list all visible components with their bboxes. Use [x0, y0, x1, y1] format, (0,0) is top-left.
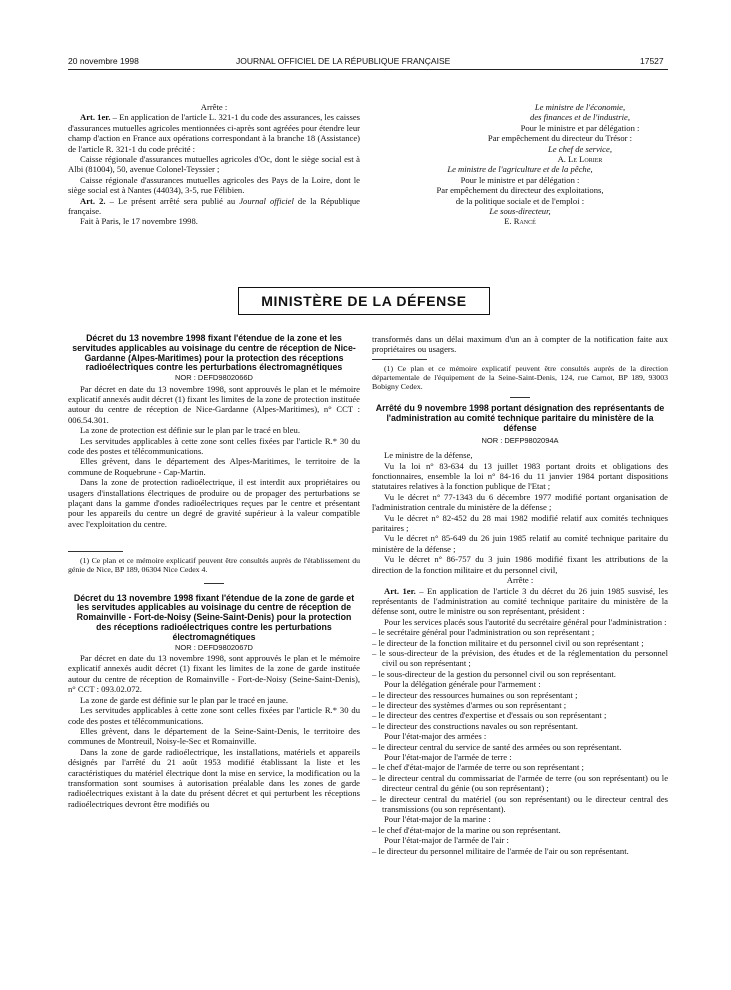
sig-name-lorier: A. Le Lorier	[557, 154, 603, 165]
fait-a-paris: Fait à Paris, le 17 novembre 1998.	[80, 216, 198, 227]
section-armee-air: Pour l'état-major de l'armée de l'air :	[384, 835, 509, 846]
sig-delegation-2: Pour le ministre et par délégation :	[460, 174, 580, 185]
arrete2-vu-decret-1985: Vu le décret n° 85-649 du 26 juin 1985 relatif au comité technique paritaire du ministère de la défense ;	[372, 533, 668, 554]
arrete2-nor: NOR : DEFP9802094A	[481, 435, 559, 445]
left-column	[68, 334, 360, 809]
sig-minister-economy-2: des finances et de l'industrie,	[530, 112, 630, 123]
list-item: – le directeur central du service de santé des armées ou son représentant.	[372, 742, 668, 752]
decret2-p2: La zone de garde est définie sur le plan par le tracé en jaune.	[80, 694, 289, 705]
arrete2-arrete-heading: Arrête :	[506, 575, 534, 586]
header-page-number: 17527	[640, 56, 664, 66]
sig-politique-sociale: de la politique sociale et de l'emploi :	[455, 195, 585, 206]
list-item: – le directeur central du commissariat de l'armée de terre (ou son représentant) ou le directeur central du génie (ou son représentant) ;	[372, 773, 668, 794]
list-item: – le directeur des constructions navales ou son représentant.	[372, 721, 668, 731]
top-left-column	[68, 102, 360, 227]
sig-sous-directeur: Le sous-directeur,	[489, 206, 551, 217]
article-2: Art. 2. – Le présent arrêté sera publié au Journal officiel de la République française.	[68, 195, 360, 217]
list-item: – le directeur de la fonction militaire et du personnel civil ou son représentant ;	[372, 638, 668, 648]
section-sga: Pour les services placés sous l'autorité du secrétaire général pour l'administration :	[384, 616, 667, 627]
list-item: – le directeur des centres d'expertise et d'essais ou son représentant ;	[372, 710, 668, 720]
decret2-footnote: (1) Ce plan et ce mémoire explicatif peuvent être consultés auprès de la direction départementale de l'équipement de la Seine-Saint-Denis, 124, rue Carnot, BP 189, 93003 Bobigny Cedex.	[372, 363, 668, 392]
arrete2-title: Arrêté du 9 novembre 1998 portant désignation des représentants de l'administration au comité technique paritaire du ministère de la défense	[375, 403, 665, 434]
arrete2-vu-decret-1982: Vu le décret n° 82-452 du 28 mai 1982 modifié relatif aux comités techniques paritaires ;	[372, 512, 668, 534]
decret2-p3: Les servitudes applicables à cette zone sont celles fixées par l'article R.* 30 du code des postes et télécommunications.	[68, 705, 360, 726]
decret1-p2: La zone de protection est définie sur le plan par le tracé en bleu.	[80, 425, 300, 436]
sig-empechement-2: Par empêchement du directeur des exploitations,	[436, 185, 604, 196]
footnote-rule	[68, 551, 123, 552]
section-separator-2	[510, 397, 530, 398]
sig-name-rance: E. Rancé	[504, 216, 536, 227]
ministry-title: MINISTÈRE DE LA DÉFENSE	[261, 293, 467, 309]
section-marine: Pour l'état-major de la marine :	[384, 814, 491, 825]
list-item: – le sous-directeur de la prévision, des études et de la réglementation du personnel civil ou son représentant ;	[372, 648, 668, 669]
decret1-footnote: (1) Ce plan et ce mémoire explicatif peuvent être consultés auprès de l'établissement du génie de Nice, BP 189, 06304 Nice Cedex 4.	[68, 556, 360, 575]
list-item: – le chef d'état-major de la marine ou son représentant.	[372, 825, 668, 835]
sig-empechement: Par empêchement du directeur du Trésor :	[487, 133, 633, 144]
article-1: Art. 1er. – En application de l'article L. 321-1 du code des assurances, les caisses d'assurances mutuelles agricoles mentionnées ci-après sont agréées pour étendre leur champ d'action en France aux opérations correspondant à la branche 18 (Assistance) de l'article R. 321-1 du code précité :	[68, 112, 360, 154]
arrete2-article-1: Art. 1er. – En application de l'article 3 du décret du 26 juin 1985 susvisé, les représentants de l'administration au comité technique paritaire du ministère de la défense sont, outre le ministre ou son représentant, président :	[372, 585, 669, 617]
list-item: – le directeur central du matériel (ou son représentant) ou le directeur central des transmissions (ou son représentant).	[372, 794, 668, 815]
list-item: – le sous-directeur de la gestion du personnel civil ou son représentant.	[372, 669, 668, 679]
decret1-title: Décret du 13 novembre 1998 fixant l'étendue de la zone et les servitudes applicables au voisinage du centre de réception de Nice-Gardanne (Alpes-Maritimes) pour la protection des réceptions radioélectriques contre les perturbations électromagnétiques	[72, 333, 356, 373]
header-date: 20 novembre 1998	[68, 56, 139, 66]
section-armee-terre: Pour l'état-major de l'armée de terre :	[384, 752, 512, 762]
decret2-p5: Dans la zone de garde radioélectrique, les installations, matériels et appareils désignés par l'arrêté du 21 août 1953 modifié établissant la liste et les caractéristiques du matériel électrique dont la mise en service, la modification ou la transformation sont soumises à autorisation préalable dans les zones de garde radioélectriques existant à la date du présent décret et qui perturbent les réceptions radioélectriques devront être modifiés ou	[68, 746, 360, 809]
decret2-nor: NOR : DEFD9802067D	[175, 642, 253, 652]
list-item: – le chef d'état-major de l'armée de terre ou son représentant ;	[372, 762, 668, 772]
footnote-rule-2	[372, 359, 427, 360]
sig-minister-agriculture: Le ministre de l'agriculture et de la pêche,	[447, 164, 593, 175]
decret2-p1: Par décret en date du 13 novembre 1998, sont approuvés le plan et le mémoire explicatif annexés audit décret (1) fixant les limites de la zone de garde instituée autour du centre de réception de Romainville - Fort-de-Noisy (Seine-Saint-Denis), n° CCT : 093.02.072.	[68, 653, 360, 695]
arrete2-vu-loi: Vu la loi n° 83-634 du 13 juillet 1983 portant droits et obligations des fonctionnaires, ensemble la loi n° 84-16 du 11 janvier 1984 portant dispositions statutaires relatives à la fonction publique de l'Etat ;	[372, 460, 668, 492]
section-ema: Pour l'état-major des armées :	[384, 731, 487, 742]
arrete2-vu-decret-1977: Vu le décret n° 77-1343 du 6 décembre 1977 modifié portant organisation de l'administration centrale du ministère de la défense ;	[372, 491, 668, 513]
decret1-p1: Par décret en date du 13 novembre 1998, sont approuvés le plan et le mémoire explicatif annexés audit décret (1) fixant les limites de la zone de protection instituée autour du centre de réception de Nice-Gardanne (Alpes-Maritimes), n° CCT : 006.54.301.	[68, 383, 360, 425]
caisse-oc: Caisse régionale d'assurances mutuelles agricoles d'Oc, dont le siège social est à Albi (81004), 50, avenue Colonel-Teyssier ;	[68, 154, 360, 175]
right-column	[372, 334, 668, 856]
header-rule	[68, 69, 668, 70]
list-item: – le directeur des ressources humaines ou son représentant ;	[372, 690, 668, 700]
signature-block	[372, 102, 668, 227]
sig-minister-economy: Le ministre de l'économie,	[534, 102, 626, 112]
arrete2-minister: Le ministre de la défense,	[384, 450, 473, 461]
decret1-nor: NOR : DEFD9802066D	[175, 373, 253, 383]
decret1-p3: Les servitudes applicables à cette zone sont celles fixées par l'article R.* 30 du code des postes et télécommunications.	[68, 435, 360, 457]
decret2-p5-continued: transformés dans un délai maximum d'un an à compter de la notification faite aux propriétaires ou usagers.	[372, 334, 668, 355]
caisse-loire: Caisse régionale d'assurances mutuelles agricoles des Pays de la Loire, dont le siège social est à Nantes (44034), 3-5, rue Félibien.	[68, 174, 360, 196]
arrete-heading: Arrête :	[200, 102, 228, 112]
decret2-p4: Elles grèvent, dans le département de la Seine-Saint-Denis, le territoire des communes de Montreuil, Noisy-le-Sec et Romainville.	[68, 725, 360, 747]
section-dga: Pour la délégation générale pour l'armement :	[384, 679, 541, 690]
list-item: – le directeur des systèmes d'armes ou son représentant ;	[372, 700, 668, 710]
header-journal: JOURNAL OFFICIEL DE LA RÉPUBLIQUE FRANÇAISE	[236, 56, 451, 66]
section-separator	[204, 583, 224, 584]
decret2-title: Décret du 13 novembre 1998 fixant l'étendue de la zone de garde et les servitudes applicables au voisinage du centre de réception de Romainville - Fort-de-Noisy (Seine-Saint-Denis) pour la protection des réceptions radioélectriques contre les perturbations électromagnétiques	[73, 592, 355, 642]
list-item: – le secrétaire général pour l'administration ou son représentant ;	[372, 627, 668, 637]
decret1-p4: Elles grèvent, dans le département des Alpes-Maritimes, le territoire de la commune de Roquebrune - Cap-Martin.	[68, 456, 360, 477]
sig-delegation: Pour le ministre et par délégation :	[520, 122, 640, 133]
ministry-title-box	[238, 287, 490, 315]
arrete2-vu-decret-1986: Vu le décret n° 86-757 du 3 juin 1986 modifié fixant les attributions de la direction de la fonction militaire et du personnel civil,	[372, 554, 668, 575]
list-item: – le directeur du personnel militaire de l'armée de l'air ou son représentant.	[372, 846, 668, 856]
sig-chef-service: Le chef de service,	[548, 143, 612, 154]
decret1-p5: Dans la zone de protection radioélectrique, il est interdit aux propriétaires ou usagers d'installations électriques de produire ou de propager des perturbations se plaçant dans la gamme d'ondes radioélectriques reçues par le centre et présentant pour les appareils du centre un degré de gravité supérieur à la valeur compatible avec l'exploitation du centre.	[68, 477, 360, 529]
page-header	[0, 56, 731, 70]
